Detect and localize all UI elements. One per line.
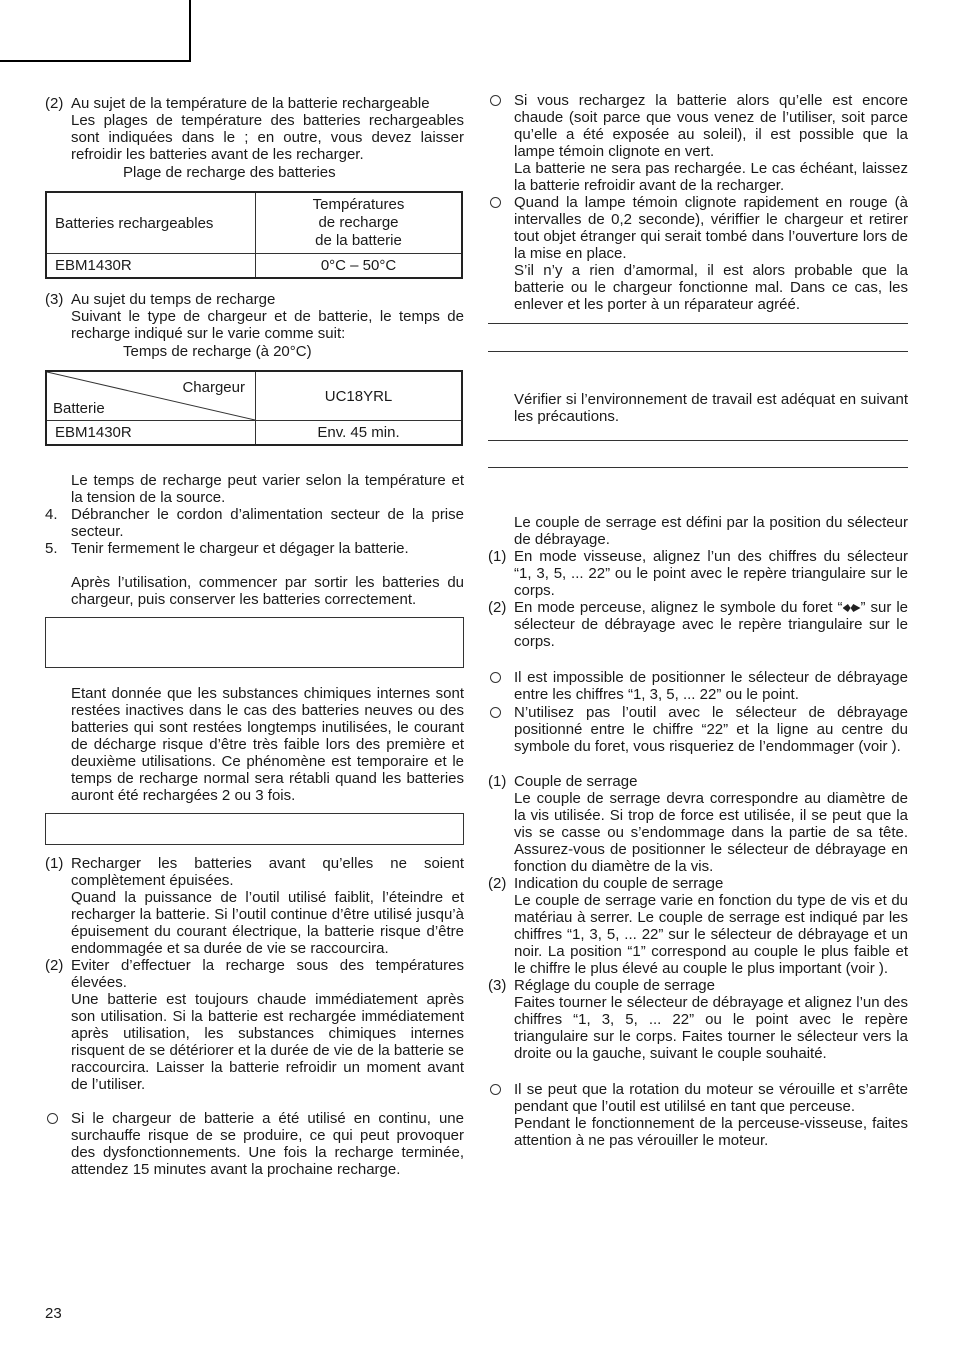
item-heading: Au sujet du temps de recharge <box>71 291 276 308</box>
header-line: de la batterie <box>315 232 402 249</box>
section-heading-box <box>45 813 464 845</box>
torque-intro: Le couple de serrage est défini par la position du sélecteur de débrayage. <box>514 514 908 548</box>
new-battery-text: Etant donnée que les substances chimiques internes sont restées inactives dans le cas des batteries neuves ou des batteries qui sont restées longtemps inutilisées, le courant de décharge risque d’être très faible lors des première et deuxième utilisations. Ce phénomène est temporaire et le temps de recharge normal sera rétabli quand les batteries auront été rechargées 2 ou 3 fois. <box>71 685 464 804</box>
environment-text: Vérifier si l’environnement de travail est adéquat en suivant les précautions. <box>514 391 908 425</box>
drill-bit-icon <box>843 604 861 612</box>
header-charger: Chargeur <box>182 379 245 396</box>
circle-bullet-icon <box>490 707 501 718</box>
charge-time-table <box>45 370 463 446</box>
item-text: Recharger les batteries avant qu’elles ne soient complètement épuisées. <box>71 855 464 889</box>
torque-1 <box>488 773 908 875</box>
item-number: (1) <box>45 855 64 872</box>
item-text: Si vous rechargez la batterie alors qu’elle est encore chaude (soit parce que vous venez de l’utiliser, soit parce qu’elle a été exposée au soleil), il est possible que la lampe témoin clignote en vert. <box>514 92 908 160</box>
bullet-red-lamp <box>488 194 908 313</box>
item-text: Le couple de serrage devra correspondre au diamètre de la vis utilisée. Si trop de force est utilisée, il se peut que la vis se casse ou s’endommage dans la partie de sa tête. Assurez-vous de positionner le sélecteur de débrayage en fonction du diamètre de la vis. <box>514 790 908 875</box>
circle-bullet-icon <box>47 1113 58 1124</box>
item-text: Suivant le type de chargeur et de batterie, le temps de recharge indiqué sur le varie comme suit: <box>71 308 464 342</box>
divider <box>488 323 908 324</box>
header-line: Températures <box>312 196 405 213</box>
item-number: 5. <box>45 540 58 557</box>
item-text: Il se peut que la rotation du moteur se vérouille et s’arrête pendant que l’outil est utililsé en tant que perceuse. <box>514 1081 908 1115</box>
item-text: Pendant le fonctionnement de la perceuse-visseuse, faites attention à ne pas vérouiller le moteur. <box>514 1115 908 1149</box>
step-5 <box>45 540 464 557</box>
torque-2 <box>488 875 908 977</box>
table-caption: Plage de recharge des batteries <box>123 164 336 181</box>
page-number: 23 <box>45 1305 62 1322</box>
item-number: (3) <box>45 291 64 308</box>
left-column <box>45 92 464 1178</box>
circle-bullet-icon <box>490 197 501 208</box>
mode-1 <box>488 548 908 599</box>
note-charge-time: Le temps de recharge peut varier selon la température et la tension de la source. <box>71 472 464 506</box>
item-number: (2) <box>488 599 507 616</box>
item-text: Si le chargeur de batterie a été utilisé en continu, une surchauffe risque de se produire, ce qui peut provoquer des dysfonctionnements. Une fois la recharge terminée, attendez 15 minutes avant la prochaine recharge. <box>71 1110 464 1178</box>
section-battery-temperature <box>45 95 464 163</box>
item-text: Une batterie est toujours chaude immédiatement après son utilisation. Si la batterie est rechargée immédiatement après utilisation, les substances chimiques internes risquent de se détériorer et la durée de vie de la batterie se raccourcira. Laisser la batterie refroidir un moment avant de l’utiliser. <box>71 991 464 1093</box>
item-text: Quand la puissance de l’outil utilisé faiblit, l’éteindre et recharger la batterie. Si l’outil continue d’être utilisé jusqu’à épuisement du courant électrique, la batterie risque d’être endommagée et sa durée de vie se raccourcira. <box>71 889 464 957</box>
table-header: UC18YRL <box>256 371 463 421</box>
table-cell: 0°C – 50°C <box>256 254 463 279</box>
caution-1 <box>45 855 464 957</box>
bullet-continuous-use <box>45 1110 464 1178</box>
right-column <box>488 92 908 1149</box>
bullet-motor-lock <box>488 1081 908 1149</box>
item-text: Débrancher le cordon d’alimentation secteur de la prise secteur. <box>71 506 464 540</box>
caution-2 <box>45 957 464 1093</box>
after-use-text: Après l’utilisation, commencer par sortir les batteries du chargeur, puis conserver les batteries correctement. <box>71 574 464 608</box>
item-number: (2) <box>45 957 64 974</box>
section-charge-time <box>45 291 464 342</box>
table-cell: EBM1430R <box>46 421 256 446</box>
item-heading: Indication du couple de serrage <box>514 875 724 892</box>
item-heading: Couple de serrage <box>514 773 638 790</box>
warning-2 <box>488 704 908 755</box>
divider <box>488 467 908 468</box>
item-text: N’utilisez pas l’outil avec le sélecteur de débrayage positionné entre le chiffre “22” et la ligne au centre du symbole du foret, vous risqueriez de l’endommager (voir ). <box>514 704 908 755</box>
item-heading: Au sujet de la température de la batterie rechargeable <box>71 95 430 112</box>
table-header <box>256 192 463 254</box>
table-cell: Env. 45 min. <box>256 421 463 446</box>
item-text: Tenir fermement le chargeur et dégager la batterie. <box>71 540 409 557</box>
item-number: (3) <box>488 977 507 994</box>
page-corner-tab <box>0 0 191 62</box>
item-number: (1) <box>488 548 507 565</box>
step-4 <box>45 506 464 540</box>
item-text: Il est impossible de positionner le sélecteur de débrayage entre les chiffres “1, 3, 5, ... 22” ou le point. <box>514 669 908 703</box>
item-text: En mode visseuse, alignez l’un des chiffres du sélecteur “1, 3, 5, ... 22” ou le point avec le repère triangulaire sur le corps. <box>514 548 908 599</box>
item-number: (1) <box>488 773 507 790</box>
item-text: Les plages de température des batteries rechargeables sont indiquées dans le ; en outre, vous devez laisser refroidir les batteries avant de les recharger. <box>71 112 464 163</box>
item-number: 4. <box>45 506 58 523</box>
item-text: Eviter d’effectuer la recharge sous des températures élevées. <box>71 957 464 991</box>
table-cell: EBM1430R <box>46 254 256 279</box>
item-text: S’il n’y a rien d’amormal, il est alors probable que la batterie ou le chargeur fonctionne mal. Dans ce cas, les enlever et les porter à un réparateur agréé. <box>514 262 908 313</box>
torque-3 <box>488 977 908 1062</box>
circle-bullet-icon <box>490 95 501 106</box>
item-text: Quand la lampe témoin clignote rapidement en rouge (à intervalles de 0,2 seconde), vériffier le chargeur et retirer tout objet étranger qui serait tombé dans l’ouverture lors de la mise en place. <box>514 194 908 262</box>
header-line: de recharge <box>318 214 399 231</box>
charge-temperature-table <box>45 191 463 279</box>
circle-bullet-icon <box>490 1084 501 1095</box>
mode-2 <box>488 599 908 650</box>
item-number: (2) <box>45 95 64 112</box>
table-header: Batteries rechargeables <box>46 192 256 254</box>
item-text: Faites tourner le sélecteur de débrayage et alignez l’un des chiffres “1, 3, 5, ... 22” ou le point avec le repère triangulaire sur le corps. Faites tourner le sélecteur vers la droite ou la gauche, suivant le couple souhaité. <box>514 994 908 1062</box>
header-battery: Batterie <box>53 400 105 417</box>
circle-bullet-icon <box>490 672 501 683</box>
item-text: La batterie ne sera pas rechargée. Le cas échéant, laissez la batterie refroidir avant de la recharger. <box>514 160 908 194</box>
divider <box>488 440 908 441</box>
item-heading: Réglage du couple de serrage <box>514 977 715 994</box>
item-text: Le couple de serrage varie en fonction du type de vis et du matériau à serrer. Le couple de serrage est indiqué par les chiffres “1, 3, 5, ... 22” sur le sélecteur de débrayage et un noir. La position “1” correspond au couple le plus faible et le chiffre le plus élevé au couple le plus important (voir ). <box>514 892 908 977</box>
table-caption: Temps de recharge (à 20°C) <box>123 343 312 360</box>
diagonal-header-cell <box>46 371 256 421</box>
item-text: En mode perceuse, alignez le symbole du foret “ <box>514 599 843 616</box>
divider <box>488 351 908 352</box>
warning-1 <box>488 669 908 703</box>
bullet-hot-battery <box>488 92 908 194</box>
section-heading-box <box>45 617 464 668</box>
item-text: ” sur le sélecteur de débrayage avec le repère triangulaire sur le corps. <box>514 599 909 650</box>
item-number: (2) <box>488 875 507 892</box>
